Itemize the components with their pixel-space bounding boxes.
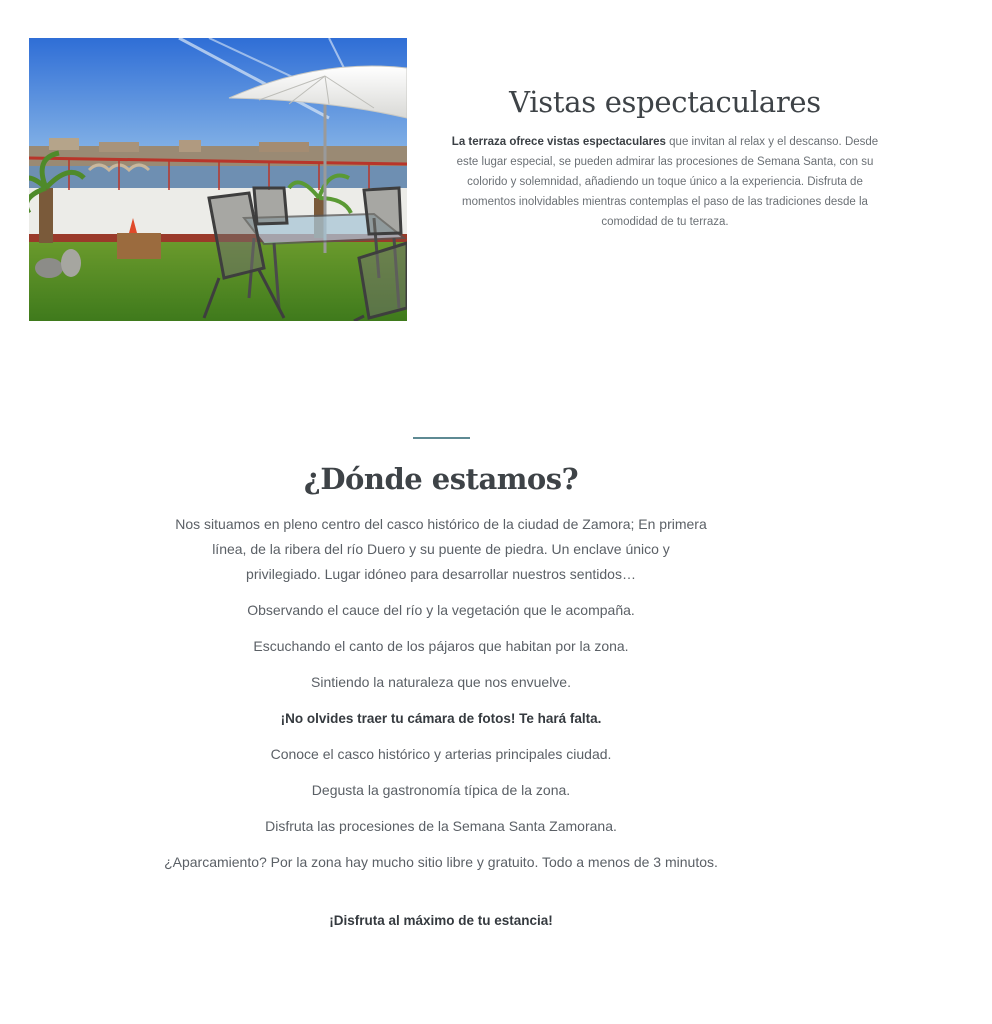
- donde-intro: Nos situamos en pleno centro del casco histórico de la ciudad de Zamora; En primera línea, de la ribera del río Duero y su puente de piedra. Un enclave único y privilegiado. Lugar idóneo para desarrollar nuestros sentidos…: [175, 516, 707, 582]
- closing-note: ¡Disfruta al máximo de tu estancia!: [329, 913, 553, 928]
- donde-line: Degusta la gastronomía típica de la zona.: [311, 782, 571, 798]
- vistas-section: [447, 84, 883, 232]
- donde-line: ¿Aparcamiento? Por la zona hay mucho sitio libre y gratuito. Todo a menos de 3 minutos.: [164, 854, 718, 870]
- donde-line: Observando el cauce del río y la vegetación que le acompaña.: [247, 602, 635, 618]
- vistas-description: [447, 132, 883, 232]
- donde-line: Sintiendo la naturaleza que nos envuelve.: [311, 674, 571, 690]
- donde-line: Escuchando el canto de los pájaros que habitan por la zona.: [253, 638, 629, 654]
- terrace-photo-illustration: [29, 38, 407, 321]
- vistas-text: que invitan al relax y el descanso. Desde este lugar especial, se pueden admirar las procesiones de Semana Santa, con su colorido y solemnidad, añadiendo un toque único a la experiencia. Disfruta de momentos inolvidables mientras contemplas el paso de las tradiciones desde la comodidad de tu terraza.: [456, 136, 879, 228]
- donde-line: Disfruta las procesiones de la Semana Santa Zamorana.: [265, 818, 617, 834]
- donde-section: [160, 458, 722, 944]
- vistas-title: Vistas espectaculares: [509, 85, 821, 119]
- section-divider: [413, 437, 470, 439]
- donde-line: Conoce el casco histórico y arterias principales ciudad.: [270, 746, 612, 762]
- camera-note: ¡No olvides traer tu cámara de fotos! Te hará falta.: [280, 711, 602, 726]
- donde-title: ¿Dónde estamos?: [303, 462, 579, 496]
- terrace-photo: [29, 38, 407, 321]
- vistas-lead-bold: La terraza ofrece vistas espectaculares: [451, 136, 666, 148]
